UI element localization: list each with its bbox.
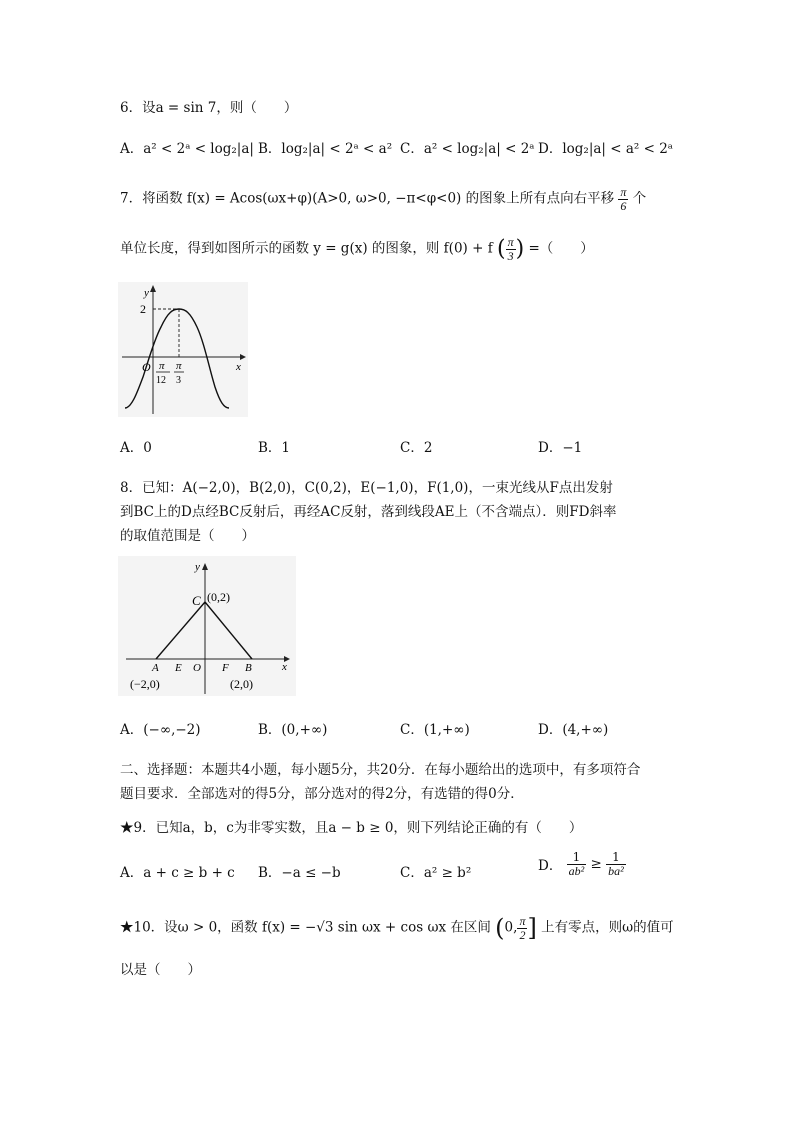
q7-x-label: x (236, 361, 241, 373)
q7-shift-fraction (618, 186, 628, 212)
q8-e-label: E (175, 662, 182, 674)
q8-b-label: B (245, 662, 252, 674)
q7-shift-num: π (620, 185, 627, 199)
q8-option-d: D．(4,+∞) (538, 722, 609, 738)
q10-interval-left: 0, (504, 919, 518, 936)
q9-d-relation: ≥ (590, 856, 602, 873)
q7-tick1-num: π (159, 360, 165, 372)
q7-pi-third-fraction: $\frac{\pi}{3}$ (507, 235, 514, 263)
q8-y-label: y (195, 561, 200, 573)
q9-option-c: C．a² ≥ b² (400, 865, 472, 881)
q10-stem-line2: 以是（ ） (120, 962, 201, 978)
q10-interval-fraction (517, 915, 527, 941)
q9-d-left-den: ab² (568, 863, 585, 878)
section2-line2: 题目要求．全部选对的得5分，部分选对的得2分，有选错的得0分． (120, 786, 524, 802)
q10-stem-end: 上有零点，则ω的值可 (541, 919, 674, 936)
q9-option-b: B．−a ≤ −b (258, 865, 341, 881)
q7-y-label: y (144, 287, 149, 299)
q7-option-a: A．0 (120, 440, 152, 456)
q8-o-label: O (193, 662, 201, 674)
q9-d-right-num: 1 (606, 851, 626, 865)
q7-option-d: D．−1 (538, 440, 583, 456)
q9-d-right-fraction (606, 851, 626, 877)
q8-c-coord: (0,2) (207, 590, 230, 604)
q7-shift-den: 6 (620, 198, 627, 213)
q6-option-b: B．log₂|a| < 2ᵃ < a² (258, 141, 393, 157)
q6-stem: 6．设a = sin 7，则（ ） (120, 100, 298, 116)
q8-stem-line3: 的取值范围是（ ） (120, 528, 255, 544)
q10-stem-line1: ★10．设ω > 0，函数 f(x) = −√3 sin ωx + cos ωx 在区间 (0, $\frac{\pi}{2}$ ] 上有零点，则ω的值可 (120, 913, 674, 942)
q7-stem-end: 个 (632, 190, 647, 207)
q9-d-left-fraction (567, 851, 587, 877)
q8-b-coord: (2,0) (230, 677, 253, 691)
q7-graph (118, 282, 248, 417)
q8-stem-line1: 8．已知：A(−2,0)，B(2,0)，C(0,2)，E(−1,0)，F(1,0)，一束光线从F点出发射 (120, 480, 613, 496)
section2-line1: 二、选择题：本题共4小题，每小题5分，共20分．在每小题给出的选项中，有多项符合 (120, 762, 641, 778)
q8-f-label: F (222, 662, 229, 674)
q7-tick2-den: 3 (176, 375, 181, 386)
q8-option-c: C．(1,+∞) (400, 722, 470, 738)
q6-option-d: D．log₂|a| < a² < 2ᵃ (538, 141, 674, 157)
q8-c-label: C (192, 593, 201, 608)
q7-tick1-den: 12 (156, 375, 166, 386)
q8-option-b: B．(0,+∞) (258, 722, 328, 738)
q7-option-b: B．1 (258, 440, 291, 456)
q7-stem-end2: =（ ） (528, 240, 594, 257)
q10-interval-den: 2 (519, 927, 526, 942)
q7-origin-label: O (142, 360, 151, 374)
q9-option-d-label: D． (538, 858, 563, 875)
q10-interval-num: π (519, 913, 526, 928)
q6-option-a: A．a² < 2ᵃ < log₂|a| (120, 141, 254, 157)
q6-option-c: C．a² < log₂|a| < 2ᵃ (400, 141, 535, 157)
q7-tick2-num: π (176, 360, 182, 372)
q7-stem-line2: 单位长度，得到如图所示的函数 y = g(x) 的图象，则 f(0) + f ( $\frac{\pi}{3}$ ) =（ ） (120, 235, 594, 263)
q8-graph (118, 556, 296, 696)
q9-stem: ★9．已知a，b，c为非零实数，且a − b ≥ 0，则下列结论正确的有（ ） (120, 820, 583, 836)
q8-x-label: x (282, 661, 287, 673)
q7-stem-text: 7．将函数 f(x) = Acos(ωx+φ)(A>0, ω>0, −π<φ<0) 的图象上所有点向右平移 (120, 190, 615, 207)
q9-d-right-den: ba² (608, 863, 624, 878)
q9-option-d (538, 851, 626, 877)
q7-stem-text2: 单位长度，得到如图所示的函数 y = g(x) 的图象，则 f(0) + f (120, 240, 493, 257)
q8-a-label: A (152, 662, 159, 674)
q8-a-coord: (−2,0) (130, 677, 160, 691)
q8-stem-line2: 到BC上的D点经BC反射后，再经AC反射，落到线段AE上（不含端点）．则FD斜率 (120, 504, 617, 520)
q7-option-c: C．2 (400, 440, 433, 456)
q7-stem-line1 (120, 186, 646, 212)
q9-option-a: A．a + c ≥ b + c (120, 865, 235, 881)
q8-option-a: A．(−∞,−2) (120, 722, 201, 738)
q10-stem-text: ★10．设ω > 0，函数 f(x) = −√3 sin ωx + cos ωx 在区间 (120, 919, 491, 936)
q9-d-left-num: 1 (567, 851, 587, 865)
q7-max-label: 2 (140, 302, 146, 316)
